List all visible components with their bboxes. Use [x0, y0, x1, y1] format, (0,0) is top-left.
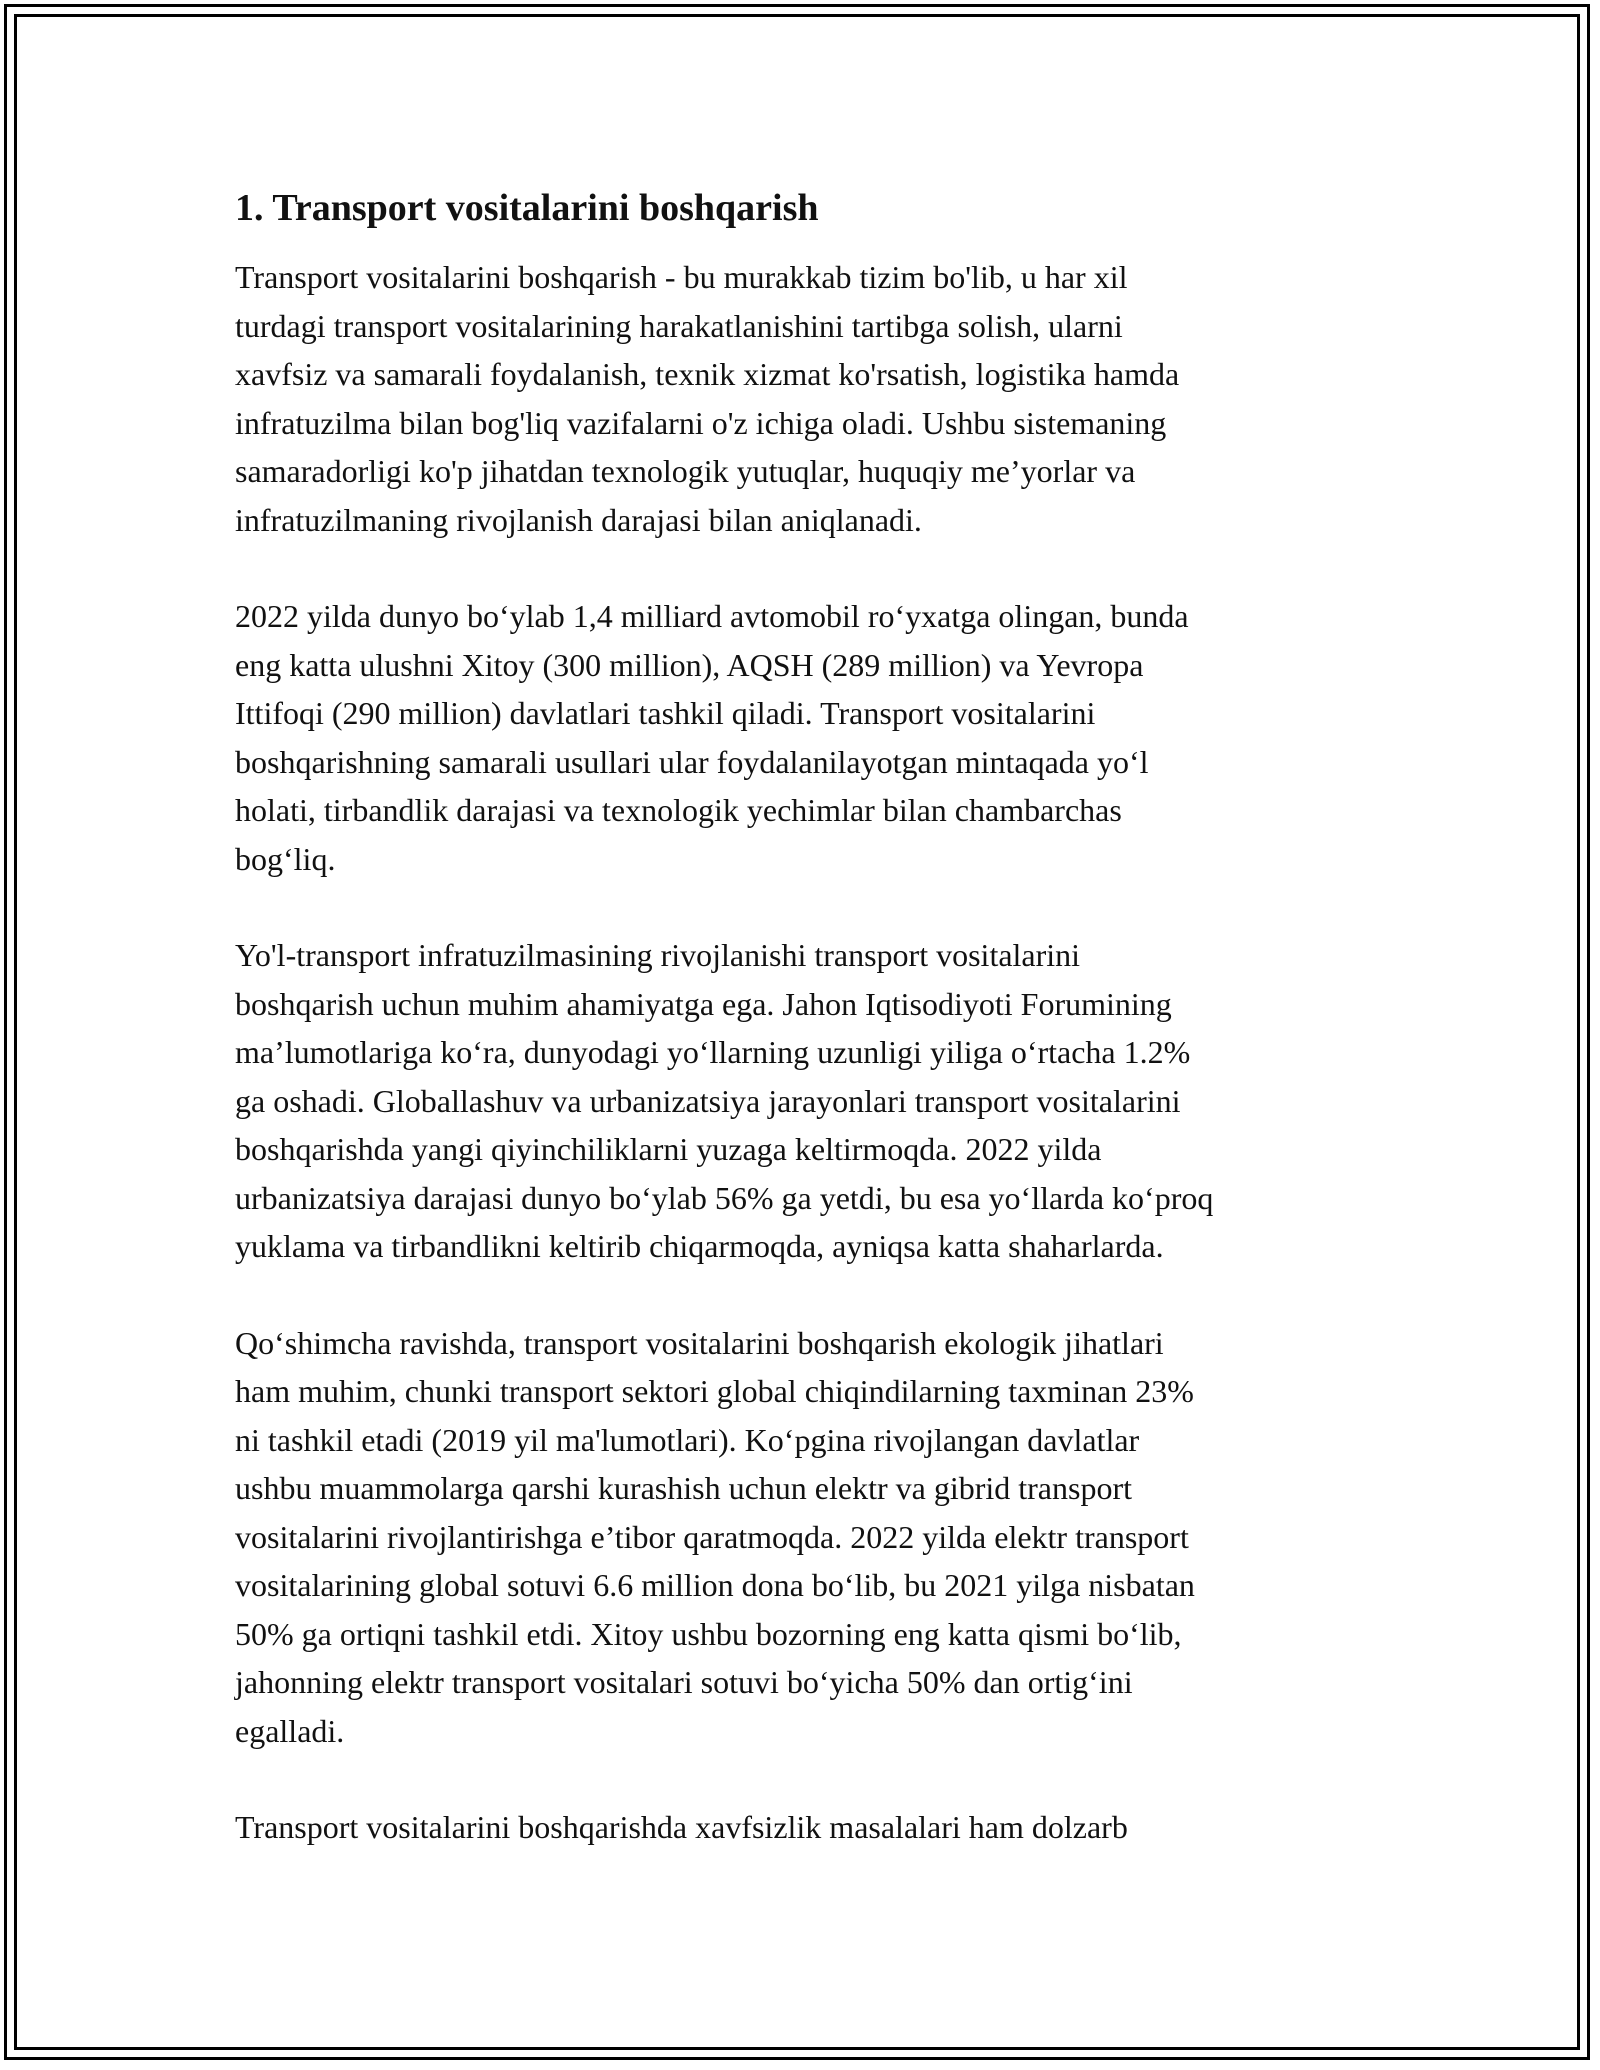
paragraph-5: Transport vositalarini boshqarishda xavfsizlik masalalari ham dolzarb [235, 1809, 1128, 1845]
section-heading: 1. Transport vositalarini boshqarish [235, 187, 819, 229]
paragraph-2: 2022 yilda dunyo bo‘ylab 1,4 milliard avtomobil ro‘yxatga olingan, bunda eng katta ulushni Xitoy (300 million), AQSH (289 million) va Yevropa Ittifoqi (290 million) davlatlari tashkil qiladi. Transport vositalarini boshqarishning samarali usullari ular foydalanilayotgan mintaqada yo‘l holati, tirbandlik darajasi va texnologik yechimlar bilan chambarchas bog‘liq. [235, 598, 1189, 877]
paragraph-4: Qo‘shimcha ravishda, transport vositalarini boshqarish ekologik jihatlari ham muhim, chunki transport sektori global chiqindilarning taxminan 23% ni tashkil etadi (2019 yil ma'lumotlari). Ko‘pgina rivojlangan davlatlar ushbu muammolarga qarshi kurashish uchun elektr va gibrid transport vositalarini rivojlantirishga e’tibor qaratmoqda. 2022 yilda elektr transport vositalarining global sotuvi 6.6 million dona bo‘lib, bu 2021 yilga nisbatan 50% ga ortiqni tashkil etdi. Xitoy ushbu bozorning eng katta qismi bo‘lib, jahonning elektr transport vositalari sotuvi bo‘yicha 50% dan ortig‘ini egalladi. [235, 1324, 1195, 1749]
document-page [235, 185, 1385, 1852]
paragraph-3: Yo'l-transport infratuzilmasining rivojlanishi transport vositalarini boshqarish uchun muhim ahamiyatga ega. Jahon Iqtisodiyoti Forumining ma’lumotlariga ko‘ra, dunyodagi yo‘llarning uzunligi yiliga o‘rtacha 1.2% ga oshadi. Globallashuv va urbanizatsiya jarayonlari transport vositalarini boshqarishda yangi qiyinchiliklarni yuzaga keltirmoqda. 2022 yilda urbanizatsiya darajasi dunyo bo‘ylab 56% ga yetdi, bu esa yo‘llarda ko‘proq yuklama va tirbandlikni keltirib chiqarmoqda, ayniqsa katta shaharlarda. [235, 937, 1214, 1264]
paragraph-1: Transport vositalarini boshqarish - bu murakkab tizim bo'lib, u har xil turdagi transport vositalarining harakatlanishini tartibga solish, ularni xavfsiz va samarali foydalanish, texnik xizmat ko'rsatish, logistika hamda infratuzilma bilan bog'liq vazifalarni o'z ichiga oladi. Ushbu sistemaning samaradorligi ko'p jihatdan texnologik yutuqlar, huquqiy me’yorlar va infratuzilmaning rivojlanish darajasi bilan aniqlanadi. [235, 259, 1180, 538]
